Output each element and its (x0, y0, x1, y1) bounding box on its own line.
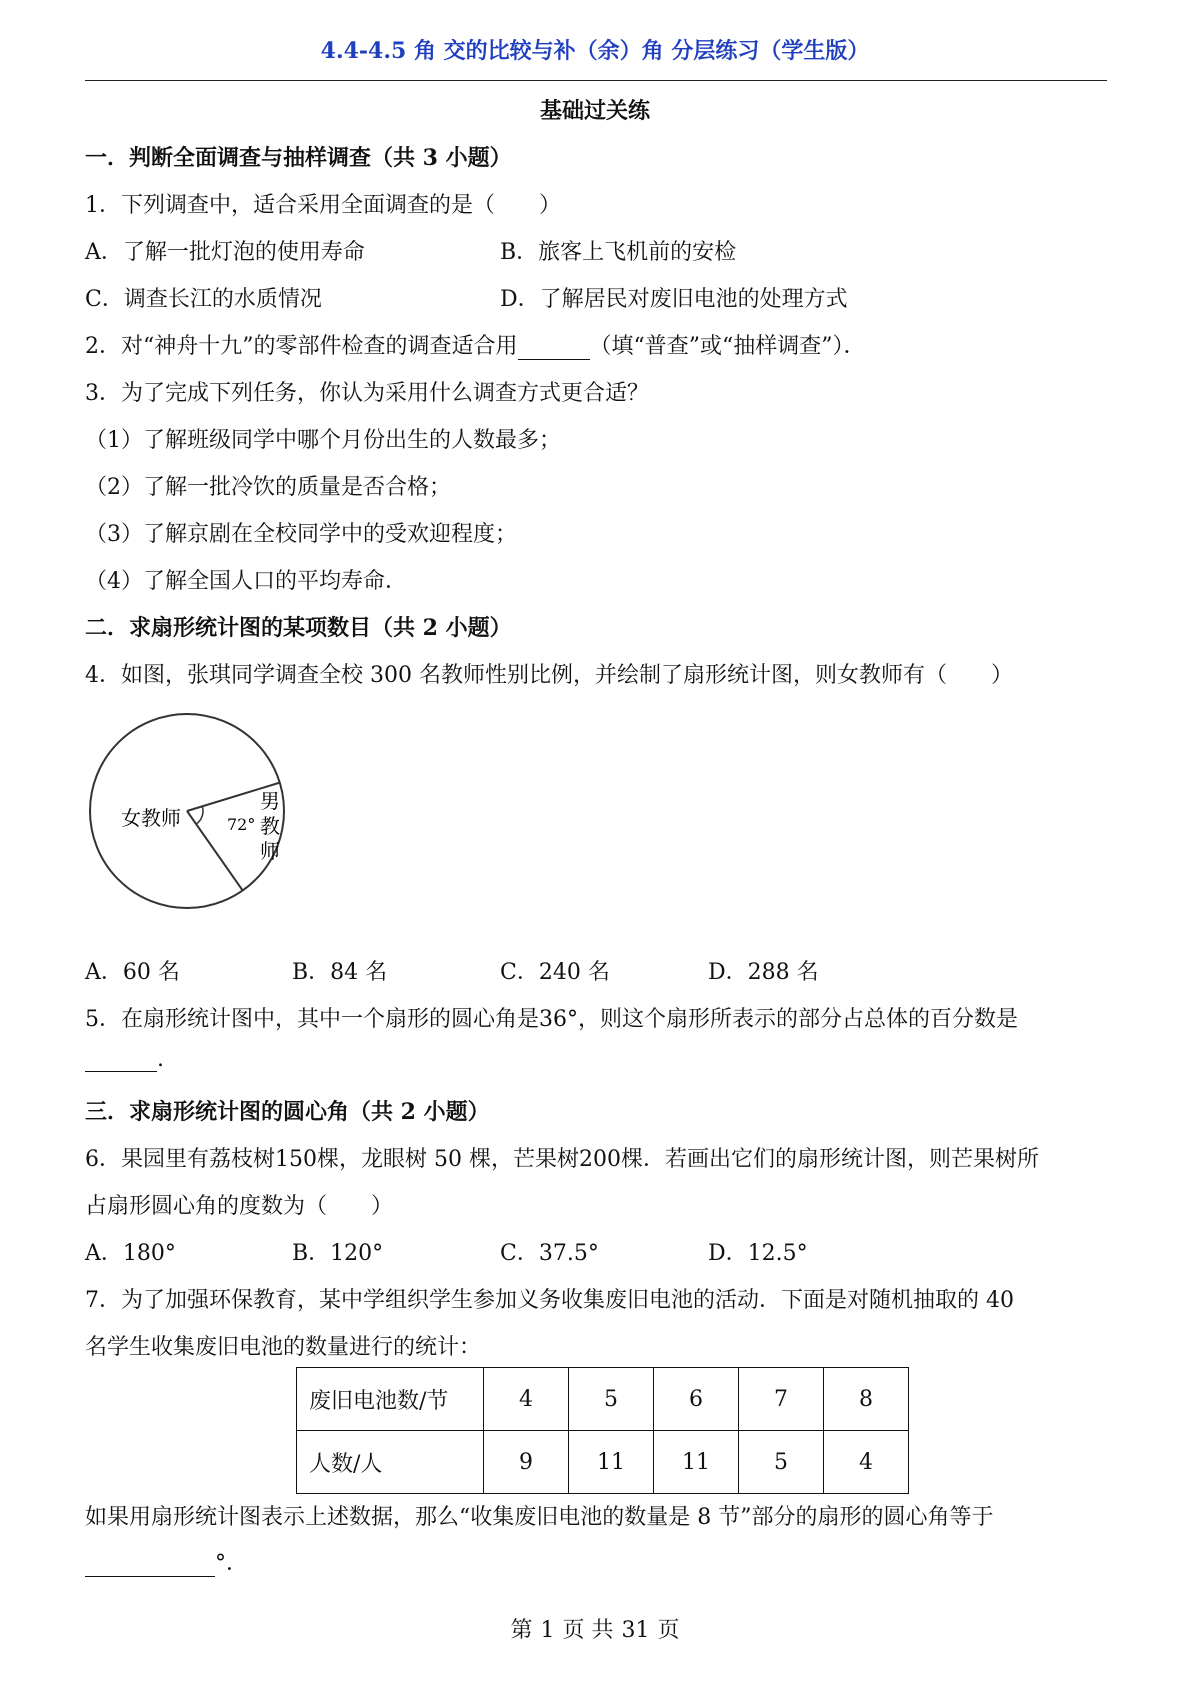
q7-stem-line2: 名学生收集废旧电池的数量进行的统计： (85, 1335, 482, 1360)
q1-option-d: D．了解居民对废旧电池的处理方式 (500, 287, 848, 312)
table-cell: 6 (654, 1368, 739, 1431)
q6-option-a: A．180° (85, 1241, 176, 1266)
table-cell: 11 (569, 1431, 654, 1494)
q2-answer-blank[interactable] (518, 335, 590, 360)
q4-option-c: C．240 名 (500, 960, 610, 985)
q7-end: °． (215, 1551, 249, 1576)
q4-option-b: B．84 名 (292, 960, 388, 985)
q7-question-line: 如果用扇形统计图表示上述数据，那么“收集废旧电池的数量是 8 节”部分的扇形的圆心角等于 (85, 1505, 994, 1530)
q1-option-c: C．调查长江的水质情况 (85, 287, 322, 312)
table-cell: 4 (484, 1368, 569, 1431)
table-cell: 11 (654, 1431, 739, 1494)
q3-stem: 3．为了完成下列任务，你认为采用什么调查方式更合适？ (85, 381, 649, 406)
female-teacher-label: 女教师 (121, 806, 181, 830)
q2-text-after: （填“普查”或“抽样调查”）． (589, 334, 866, 359)
header-divider (85, 80, 1107, 81)
q5-answer-blank[interactable] (85, 1047, 157, 1072)
gender-pie-chart (85, 703, 325, 933)
part2-heading: 二．求扇形统计图的某项数目（共 2 小题） (85, 615, 512, 641)
male-label-char-2: 教 (260, 814, 280, 838)
table-cell: 8 (824, 1368, 909, 1431)
battery-stats-table (296, 1367, 909, 1494)
q6-stem-line1: 6．果园里有荔枝树150棵，龙眼树 50 棵，芒果树200棵．若画出它们的扇形统计图，则芒果树所 (85, 1147, 1039, 1172)
male-label-char-1: 男 (260, 789, 280, 813)
table-cell: 5 (569, 1368, 654, 1431)
footer-page-prefix: 第 (510, 1618, 533, 1643)
table-row (297, 1431, 909, 1494)
table-row-header: 人数/人 (297, 1431, 484, 1494)
q7-answer-line (85, 1546, 248, 1577)
table-cell: 5 (739, 1431, 824, 1494)
q1-stem: 1．下列调查中，适合采用全面调查的是（ ） (85, 193, 561, 218)
q3-item-3: （3）了解京剧在全校同学中的受欢迎程度； (85, 522, 517, 547)
q4-option-a: A．60 名 (85, 960, 180, 985)
table-cell: 9 (484, 1431, 569, 1494)
q1-option-b: B．旅客上飞机前的安检 (500, 240, 737, 265)
q5-end: . (157, 1047, 164, 1073)
q6-option-c: C．37.5° (500, 1241, 599, 1266)
q3-item-2: （2）了解一批冷饮的质量是否合格； (85, 475, 451, 500)
table-cell: 7 (739, 1368, 824, 1431)
q4-option-d: D．288 名 (708, 960, 819, 985)
q2-line (85, 329, 866, 360)
male-label-char-3: 师 (260, 839, 280, 863)
q2-text-before: 2．对“神舟十九”的零部件检查的调查适合用 (85, 334, 518, 359)
footer-total-pages: 31 (621, 1618, 650, 1643)
angle-72-label: 72° (227, 815, 256, 834)
q6-option-b: B．120° (292, 1241, 384, 1266)
q7-answer-blank[interactable] (85, 1552, 215, 1577)
q6-option-d: D．12.5° (708, 1241, 808, 1266)
table-row-header: 废旧电池数/节 (297, 1368, 484, 1431)
part1-heading: 一．判断全面调查与抽样调查（共 3 小题） (85, 145, 512, 171)
q7-stem-line1: 7．为了加强环保教育，某中学组织学生参加义务收集废旧电池的活动．下面是对随机抽取的 40 (85, 1288, 1014, 1313)
table-cell: 4 (824, 1431, 909, 1494)
footer-mid: 页 共 (562, 1618, 614, 1643)
q6-stem-line2: 占扇形圆心角的度数为（ ） (85, 1194, 394, 1219)
page-footer (0, 1613, 1190, 1644)
q3-item-4: （4）了解全国人口的平均寿命． (85, 569, 407, 594)
q4-stem: 4．如图，张琪同学调查全校 300 名教师性别比例，并绘制了扇形统计图，则女教师有（ ） (85, 663, 1013, 688)
footer-page-number: 1 (540, 1618, 555, 1643)
page-header-title: 4.4-4.5 角 交的比较与补（余）角 分层练习（学生版） (320, 38, 870, 64)
table-row (297, 1368, 909, 1431)
section-title: 基础过关练 (539, 98, 650, 124)
q5-answer-line (85, 1047, 164, 1072)
q5-stem: 5．在扇形统计图中，其中一个扇形的圆心角是36°，则这个扇形所表示的部分占总体的百分数是 (85, 1007, 1018, 1032)
angle-arc (196, 806, 203, 824)
part3-heading: 三．求扇形统计图的圆心角（共 2 小题） (85, 1099, 490, 1125)
footer-end: 页 (657, 1618, 680, 1643)
q3-item-1: （1）了解班级同学中哪个月份出生的人数最多； (85, 428, 561, 453)
q1-option-a: A．了解一批灯泡的使用寿命 (85, 240, 365, 265)
